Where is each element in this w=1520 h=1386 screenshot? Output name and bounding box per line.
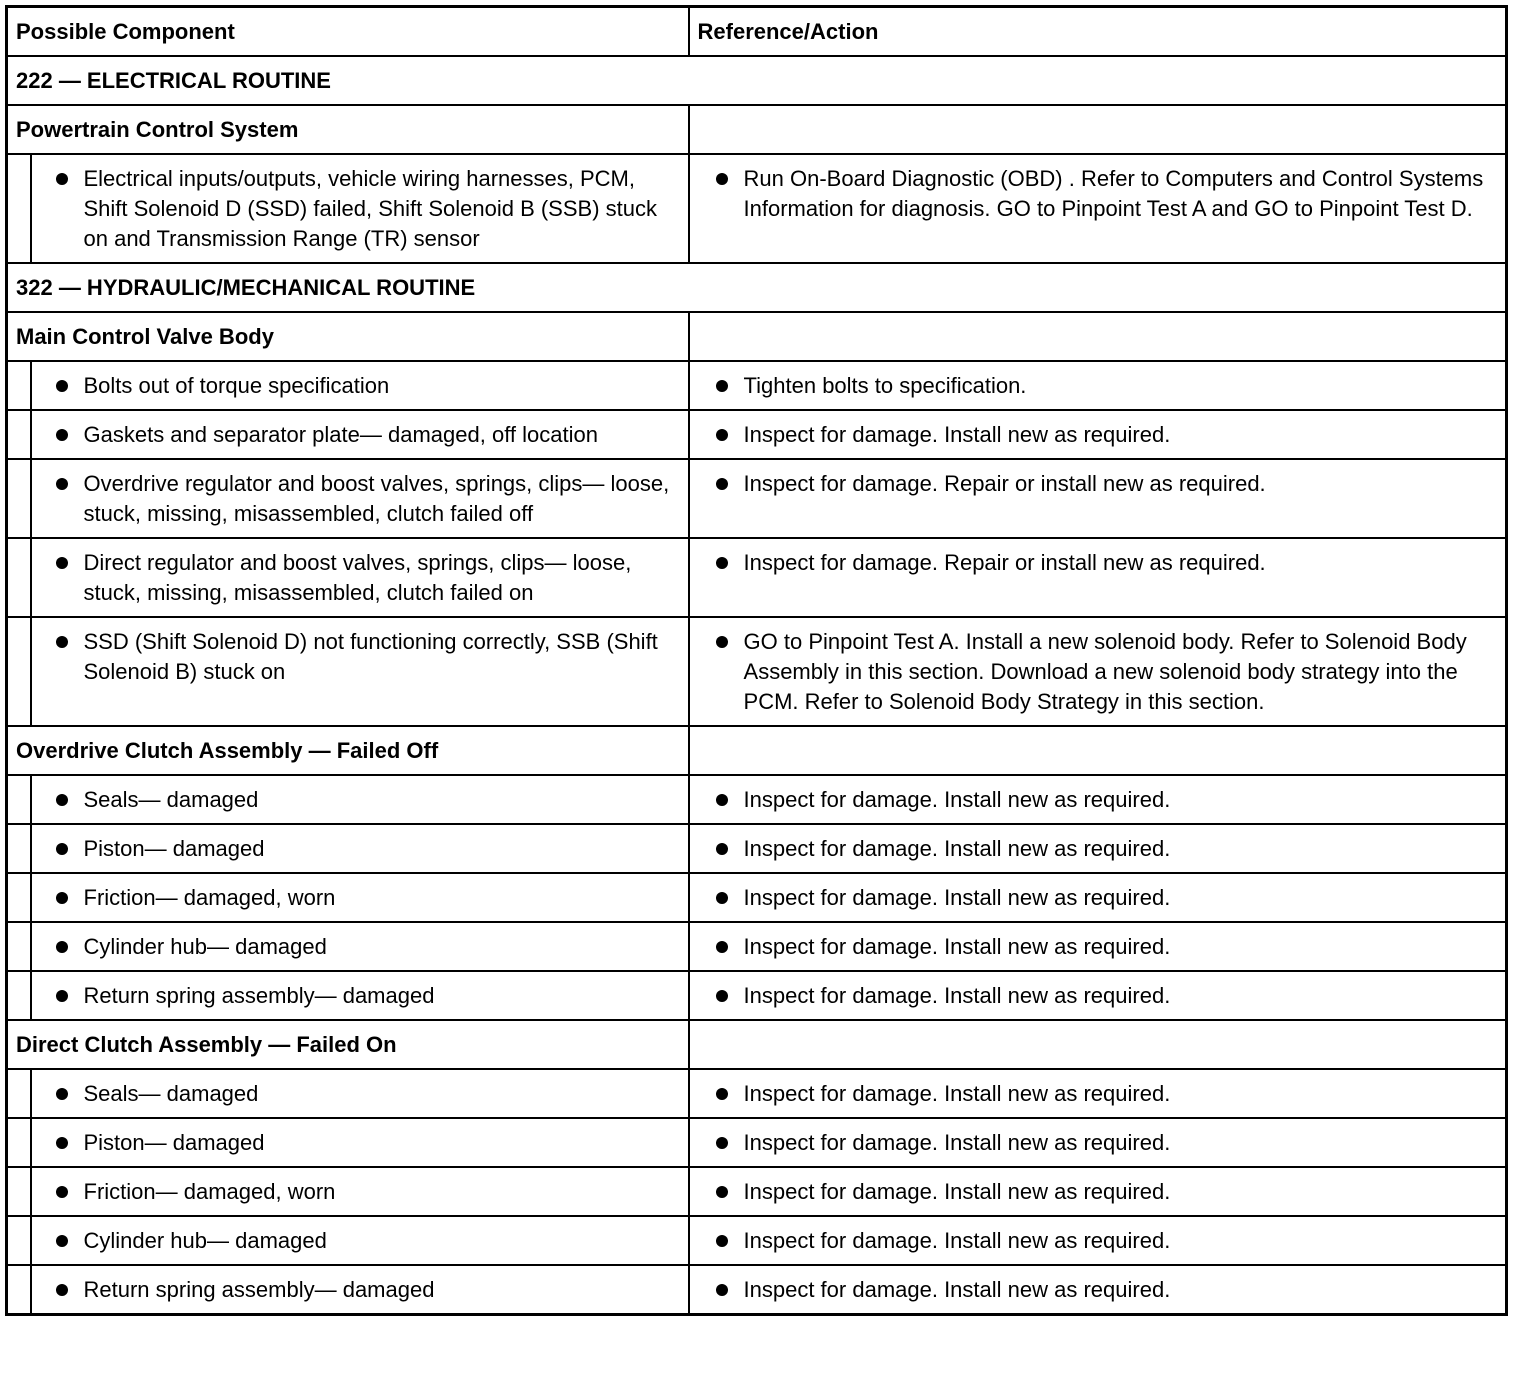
component-cell xyxy=(31,1216,689,1265)
component-text: Gaskets and separator plate— damaged, off location xyxy=(83,422,598,447)
component-cell xyxy=(31,971,689,1020)
indent-cell xyxy=(7,1216,31,1265)
group-row xyxy=(7,726,1507,775)
component-cell xyxy=(31,775,689,824)
action-text: Inspect for damage. Repair or install new as required. xyxy=(743,550,1266,575)
component-text: Electrical inputs/outputs, vehicle wiring harnesses, PCM, Shift Solenoid D (SSD) failed, Shift Solenoid B (SSB) stuck on and Transmission Range (TR) sensor xyxy=(83,166,657,251)
action-cell xyxy=(689,459,1507,538)
indent-cell xyxy=(7,1167,31,1216)
action-text: Inspect for damage. Install new as required. xyxy=(743,934,1171,959)
component-cell xyxy=(31,873,689,922)
table-row xyxy=(7,1118,1507,1167)
action-cell xyxy=(689,873,1507,922)
header-reference-action: Reference/Action xyxy=(689,7,1507,57)
action-cell xyxy=(689,1265,1507,1315)
empty-cell xyxy=(689,1020,1507,1069)
component-text: Piston— damaged xyxy=(83,1130,265,1155)
action-text: Inspect for damage. Install new as required. xyxy=(743,983,1171,1008)
action-text: Inspect for damage. Install new as required. xyxy=(743,885,1171,910)
bullet-icon xyxy=(716,1088,728,1100)
bullet-icon xyxy=(716,794,728,806)
indent-cell xyxy=(7,1265,31,1315)
component-cell xyxy=(31,1069,689,1118)
component-cell xyxy=(31,824,689,873)
action-text: Inspect for damage. Install new as required. xyxy=(743,1130,1171,1155)
action-text: Inspect for damage. Install new as required. xyxy=(743,787,1171,812)
bullet-icon xyxy=(56,941,68,953)
bullet-icon xyxy=(716,557,728,569)
component-text: Piston— damaged xyxy=(83,836,265,861)
bullet-icon xyxy=(56,1186,68,1198)
table-row xyxy=(7,1265,1507,1315)
component-cell xyxy=(31,361,689,410)
bullet-icon xyxy=(56,1235,68,1247)
action-text: Tighten bolts to specification. xyxy=(743,373,1027,398)
component-text: Return spring assembly— damaged xyxy=(83,1277,435,1302)
indent-cell xyxy=(7,1069,31,1118)
section-title: 322 — HYDRAULIC/MECHANICAL ROUTINE xyxy=(7,263,1507,312)
table-row xyxy=(7,1069,1507,1118)
component-text: SSD (Shift Solenoid D) not functioning correctly, SSB (Shift Solenoid B) stuck on xyxy=(83,629,658,684)
component-cell xyxy=(31,538,689,617)
action-cell xyxy=(689,410,1507,459)
group-row xyxy=(7,312,1507,361)
table-row xyxy=(7,971,1507,1020)
section-row xyxy=(7,263,1507,312)
action-cell xyxy=(689,361,1507,410)
bullet-icon xyxy=(716,1186,728,1198)
group-row xyxy=(7,1020,1507,1069)
action-cell xyxy=(689,775,1507,824)
bullet-icon xyxy=(716,1284,728,1296)
bullet-icon xyxy=(716,478,728,490)
group-row xyxy=(7,105,1507,154)
indent-cell xyxy=(7,873,31,922)
action-cell xyxy=(689,824,1507,873)
section-row xyxy=(7,56,1507,105)
table-row xyxy=(7,410,1507,459)
action-text: Inspect for damage. Install new as required. xyxy=(743,422,1171,447)
component-cell xyxy=(31,1118,689,1167)
component-cell xyxy=(31,459,689,538)
action-text: Inspect for damage. Install new as required. xyxy=(743,1081,1171,1106)
component-cell xyxy=(31,922,689,971)
bullet-icon xyxy=(56,1137,68,1149)
table-row xyxy=(7,873,1507,922)
group-title: Overdrive Clutch Assembly — Failed Off xyxy=(7,726,689,775)
component-text: Bolts out of torque specification xyxy=(83,373,390,398)
component-text: Overdrive regulator and boost valves, springs, clips— loose, stuck, missing, misassembled, clutch failed off xyxy=(83,471,670,526)
action-cell xyxy=(689,617,1507,726)
table-row xyxy=(7,538,1507,617)
bullet-icon xyxy=(56,794,68,806)
table-row xyxy=(7,824,1507,873)
component-cell xyxy=(31,1167,689,1216)
bullet-icon xyxy=(716,429,728,441)
table-row xyxy=(7,775,1507,824)
bullet-icon xyxy=(56,843,68,855)
bullet-icon xyxy=(716,1137,728,1149)
component-text: Cylinder hub— damaged xyxy=(83,1228,327,1253)
bullet-icon xyxy=(56,1088,68,1100)
bullet-icon xyxy=(56,380,68,392)
action-cell xyxy=(689,538,1507,617)
indent-cell xyxy=(7,459,31,538)
table-row xyxy=(7,361,1507,410)
bullet-icon xyxy=(56,636,68,648)
table-row xyxy=(7,617,1507,726)
indent-cell xyxy=(7,922,31,971)
action-cell xyxy=(689,1216,1507,1265)
empty-cell xyxy=(689,105,1507,154)
bullet-icon xyxy=(716,941,728,953)
bullet-icon xyxy=(716,636,728,648)
indent-cell xyxy=(7,1118,31,1167)
table-row xyxy=(7,1216,1507,1265)
action-text: GO to Pinpoint Test A. Install a new solenoid body. Refer to Solenoid Body Assembly in this section. Download a new solenoid body strategy into the PCM. Refer to Solenoid Body Strategy in this section. xyxy=(743,629,1467,714)
table-row xyxy=(7,922,1507,971)
component-cell xyxy=(31,617,689,726)
header-possible-component: Possible Component xyxy=(7,7,689,57)
table-row xyxy=(7,459,1507,538)
diagnosis-table xyxy=(5,5,1508,1316)
action-text: Run On-Board Diagnostic (OBD) . Refer to Computers and Control Systems Information for diagnosis. GO to Pinpoint Test A and GO to Pinpoint Test D. xyxy=(743,166,1484,221)
component-text: Return spring assembly— damaged xyxy=(83,983,435,1008)
action-cell xyxy=(689,154,1507,263)
indent-cell xyxy=(7,824,31,873)
bullet-icon xyxy=(56,173,68,185)
action-cell xyxy=(689,1167,1507,1216)
bullet-icon xyxy=(716,892,728,904)
bullet-icon xyxy=(716,173,728,185)
group-title: Powertrain Control System xyxy=(7,105,689,154)
empty-cell xyxy=(689,312,1507,361)
indent-cell xyxy=(7,361,31,410)
component-text: Direct regulator and boost valves, springs, clips— loose, stuck, missing, misassembled, clutch failed on xyxy=(83,550,632,605)
group-title: Main Control Valve Body xyxy=(7,312,689,361)
bullet-icon xyxy=(56,429,68,441)
action-cell xyxy=(689,1069,1507,1118)
bullet-icon xyxy=(56,478,68,490)
bullet-icon xyxy=(56,557,68,569)
group-title: Direct Clutch Assembly — Failed On xyxy=(7,1020,689,1069)
action-text: Inspect for damage. Install new as required. xyxy=(743,836,1171,861)
component-cell xyxy=(31,154,689,263)
bullet-icon xyxy=(56,990,68,1002)
action-cell xyxy=(689,922,1507,971)
table-row xyxy=(7,154,1507,263)
action-text: Inspect for damage. Install new as required. xyxy=(743,1277,1171,1302)
section-title: 222 — ELECTRICAL ROUTINE xyxy=(7,56,1507,105)
component-text: Friction— damaged, worn xyxy=(83,1179,336,1204)
bullet-icon xyxy=(716,843,728,855)
action-text: Inspect for damage. Install new as required. xyxy=(743,1228,1171,1253)
bullet-icon xyxy=(56,892,68,904)
empty-cell xyxy=(689,726,1507,775)
header-row xyxy=(7,7,1507,57)
component-text: Seals— damaged xyxy=(83,1081,259,1106)
indent-cell xyxy=(7,410,31,459)
bullet-icon xyxy=(56,1284,68,1296)
component-cell xyxy=(31,1265,689,1315)
indent-cell xyxy=(7,154,31,263)
bullet-icon xyxy=(716,1235,728,1247)
indent-cell xyxy=(7,775,31,824)
action-text: Inspect for damage. Repair or install new as required. xyxy=(743,471,1266,496)
table-row xyxy=(7,1167,1507,1216)
action-cell xyxy=(689,1118,1507,1167)
action-cell xyxy=(689,971,1507,1020)
component-text: Cylinder hub— damaged xyxy=(83,934,327,959)
bullet-icon xyxy=(716,380,728,392)
component-text: Seals— damaged xyxy=(83,787,259,812)
action-text: Inspect for damage. Install new as required. xyxy=(743,1179,1171,1204)
component-text: Friction— damaged, worn xyxy=(83,885,336,910)
indent-cell xyxy=(7,971,31,1020)
indent-cell xyxy=(7,538,31,617)
component-cell xyxy=(31,410,689,459)
indent-cell xyxy=(7,617,31,726)
bullet-icon xyxy=(716,990,728,1002)
